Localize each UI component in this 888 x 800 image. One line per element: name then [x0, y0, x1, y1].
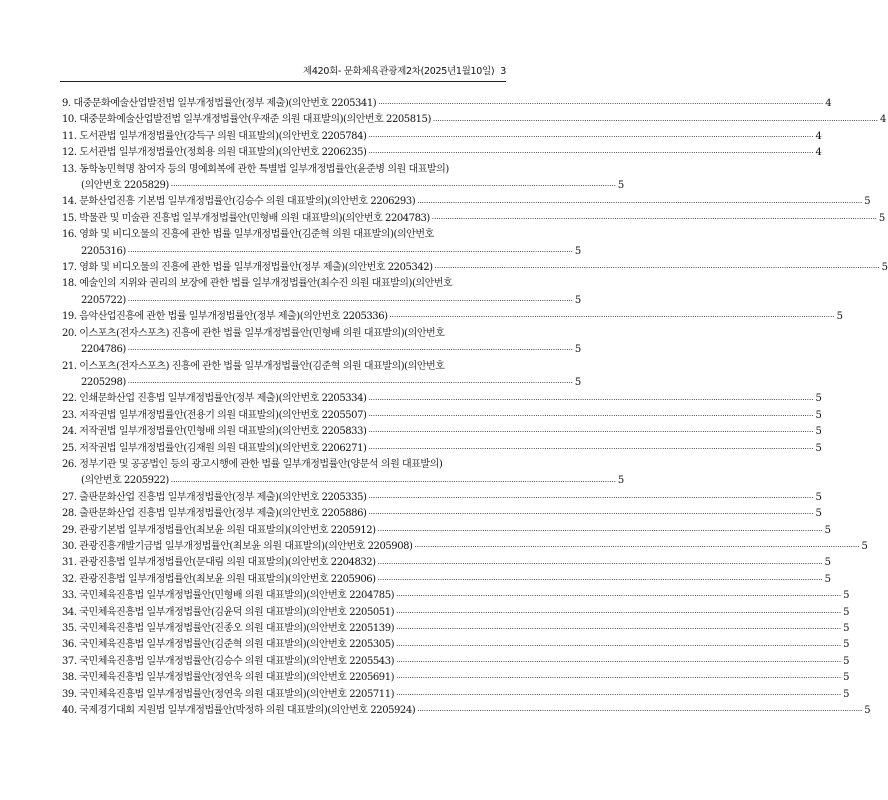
toc-entry [62, 441, 822, 457]
toc-entry-page: 5 [815, 508, 822, 520]
toc-entry-line [62, 588, 850, 604]
toc-entry [62, 194, 871, 210]
toc-entry-line [62, 276, 506, 292]
toc-entry-continuation [62, 375, 581, 391]
toc-entry-continuation [62, 244, 581, 260]
toc-entry-text: 39. 국민체육진흥법 일부개정법률안(정연욱 의원 대표발의)(의안번호 2205711) [62, 688, 395, 700]
toc-entry-line [62, 145, 822, 161]
dot-leader: ········································································································································································································ [396, 608, 842, 617]
toc-entry-page: 5 [881, 262, 888, 274]
toc-entry-text: 33. 국민체육진흥법 일부개정법률안(민형배 의원 대표발의)(의안번호 2204785) [62, 590, 395, 602]
toc-entry-page: 5 [574, 294, 581, 306]
toc-entry [62, 211, 885, 227]
toc-entry-text: 27. 출판문화산업 진흥법 일부개정법률안(정부 제출)(의안번호 2205335) [62, 491, 367, 503]
toc-entry [62, 359, 581, 392]
toc-entry [62, 687, 850, 703]
toc-entry-line [62, 260, 888, 276]
dot-leader: ········································································································································································································ [417, 707, 863, 716]
toc-entry-page: 5 [843, 606, 850, 618]
toc-entry-page: 5 [574, 376, 581, 388]
toc-entry [62, 539, 868, 555]
dot-leader: ········································································································································································································ [431, 215, 877, 224]
toc-entry-line [62, 408, 822, 424]
toc-entry-line [62, 490, 822, 506]
toc-entry [62, 112, 886, 128]
toc-entry-page: 4 [879, 114, 886, 126]
dot-leader: ········································································································································································································ [368, 428, 814, 437]
toc-entry-text: 29. 관광기본법 일부개정법률안(최보윤 의원 대표발의)(의안번호 2205912) [62, 524, 376, 536]
toc-entry-text: 37. 국민체육진흥법 일부개정법률안(김승수 의원 대표발의)(의안번호 2205543) [62, 655, 395, 667]
dot-leader: ········································································································································································································ [368, 510, 814, 519]
toc-entry-line [62, 555, 831, 571]
toc-entry-text: (의안번호 2205922) [81, 475, 169, 487]
dot-leader: ········································································································································································································ [396, 641, 842, 650]
dot-leader: ········································································································································································································ [396, 690, 842, 699]
toc-entry-line [62, 605, 850, 621]
toc-entry-text: 10. 대중문화예술산업발전법 일부개정법률안(우재준 의원 대표발의)(의안번호 2205815) [62, 114, 431, 126]
toc-entry-line [62, 572, 831, 588]
toc-entry-line [62, 654, 850, 670]
toc-entry-page: 5 [843, 639, 850, 651]
toc-entry [62, 96, 832, 112]
table-of-contents [62, 96, 888, 719]
dot-leader: ········································································································································································································ [434, 264, 880, 273]
toc-entry-line [62, 194, 871, 210]
toc-entry [62, 670, 850, 686]
toc-entry [62, 276, 581, 309]
toc-entry [62, 703, 871, 719]
toc-entry-line [62, 687, 850, 703]
dot-leader: ········································································································································································································ [396, 658, 842, 667]
toc-entry-page: 5 [815, 442, 822, 454]
toc-entry-page: 5 [843, 590, 850, 602]
toc-entry [62, 424, 822, 440]
toc-entry-line [62, 391, 822, 407]
toc-entry-line [62, 326, 506, 342]
toc-entry [62, 129, 822, 145]
dot-leader: ········································································································································································································ [368, 444, 814, 453]
dot-leader: ········································································································································································································ [377, 559, 823, 568]
toc-entry-page: 5 [815, 426, 822, 438]
toc-entry-line [62, 227, 506, 243]
dot-leader: ········································································································································································································ [170, 182, 616, 191]
toc-entry [62, 391, 822, 407]
toc-entry [62, 227, 581, 260]
dot-leader: ········································································································································································································ [368, 149, 814, 158]
toc-entry-page: 4 [815, 147, 822, 159]
dot-leader: ········································································································································································································ [127, 297, 573, 306]
toc-entry-line [62, 162, 506, 178]
dot-leader: ········································································································································································································ [127, 379, 573, 388]
toc-entry-text: 2204786) [81, 344, 126, 356]
toc-entry-page: 5 [617, 475, 624, 487]
toc-entry-line [62, 424, 822, 440]
toc-entry [62, 506, 822, 522]
toc-entry-page: 5 [843, 688, 850, 700]
toc-entry-text: 22. 인쇄문화산업 진흥법 일부개정법률안(정부 제출)(의안번호 2205334) [62, 393, 367, 405]
toc-entry-continuation [62, 473, 624, 489]
page-number: 3 [500, 66, 506, 77]
toc-entry-text: 20. 이스포츠(전자스포츠) 진흥에 관한 법률 일부개정법률안(민형배 의원 대표발의)(의안번호 [62, 327, 445, 339]
dot-leader: ········································································································································································································ [368, 133, 814, 142]
toc-entry-page: 4 [815, 130, 822, 142]
toc-entry-text: 24. 저작권법 일부개정법률안(민형배 의원 대표발의)(의안번호 2205833) [62, 426, 367, 438]
dot-leader: ········································································································································································································ [396, 674, 842, 683]
toc-entry [62, 490, 822, 506]
toc-entry-line [62, 670, 850, 686]
toc-entry-page: 5 [815, 409, 822, 421]
toc-entry-page: 5 [864, 705, 871, 717]
toc-entry-text: 11. 도서관법 일부개정법률안(강득구 의원 대표발의)(의안번호 2205784) [62, 130, 367, 142]
toc-entry [62, 637, 850, 653]
toc-entry-text: 15. 박물관 및 미술관 진흥법 일부개정법률안(민형배 의원 대표발의)(의안번호 2204783) [62, 212, 430, 224]
toc-entry-text: 2205316) [81, 245, 126, 257]
header-rule [60, 81, 506, 82]
dot-leader: ········································································································································································································ [368, 411, 814, 420]
dot-leader: ········································································································································································································ [389, 313, 835, 322]
toc-entry-page: 5 [861, 540, 868, 552]
toc-entry-page: 5 [864, 196, 871, 208]
toc-entry-text: 25. 저작권법 일부개정법률안(김재원 의원 대표발의)(의안번호 2206271) [62, 442, 367, 454]
toc-entry-line [62, 506, 822, 522]
toc-entry-page: 5 [574, 344, 581, 356]
toc-entry-text: 2205298) [81, 376, 126, 388]
toc-entry-text: 35. 국민체육진흥법 일부개정법률안(진종오 의원 대표발의)(의안번호 2205139) [62, 623, 395, 634]
toc-entry-page: 5 [843, 623, 850, 634]
toc-entry-line [62, 703, 871, 719]
toc-entry [62, 572, 831, 588]
toc-entry-text: 14. 문화산업진흥 기본법 일부개정법률안(김승수 의원 대표발의)(의안번호 2206293) [62, 196, 416, 208]
toc-entry-page: 5 [815, 393, 822, 405]
toc-entry-text: 17. 영화 및 비디오물의 진흥에 관한 법률 일부개정법률안(정부 제출)(의안번호 2205342) [62, 262, 433, 274]
toc-entry [62, 162, 624, 195]
toc-entry-text: (의안번호 2205829) [81, 180, 169, 192]
toc-entry-line [62, 539, 868, 555]
dot-leader: ········································································································································································································ [170, 477, 616, 486]
toc-entry-page: 5 [824, 557, 831, 569]
toc-entry-text: 32. 관광진흥법 일부개정법률안(최보윤 의원 대표발의)(의안번호 2205906) [62, 573, 376, 585]
toc-entry-line [62, 637, 850, 653]
toc-entry-page: 5 [824, 524, 831, 536]
toc-entry-text: 9. 대중문화예술산업발전법 일부개정법률안(정부 제출)(의안번호 2205341) [62, 98, 377, 109]
toc-entry-line [62, 96, 832, 112]
toc-entry [62, 523, 831, 539]
dot-leader: ········································································································································································································ [396, 625, 842, 634]
toc-entry-text: 16. 영화 및 비디오물의 진흥에 관한 법률 일부개정법률안(김준혁 의원 대표발의)(의안번호 [62, 229, 434, 241]
toc-entry-line [62, 523, 831, 539]
toc-entry-text: 26. 정부기관 및 공공법인 등의 광고시행에 관한 법률 일부개정법률안(양문석 의원 대표발의) [62, 458, 443, 470]
toc-entry [62, 605, 850, 621]
toc-entry [62, 326, 581, 359]
toc-entry-page: 5 [836, 311, 843, 323]
toc-entry-line [62, 112, 886, 128]
toc-entry [62, 621, 850, 637]
header-title: 제420회- 문화체육관광제2차(2025년1월10일) [303, 66, 495, 77]
toc-entry [62, 408, 822, 424]
toc-entry-text: 21. 이스포츠(전자스포츠) 진흥에 관한 법률 일부개정법률안(김준혁 의원 대표발의)(의안번호 [62, 360, 445, 372]
toc-entry-page: 5 [843, 655, 850, 667]
dot-leader: ········································································································································································································ [396, 592, 842, 601]
dot-leader: ········································································································································································································ [414, 543, 860, 552]
toc-entry [62, 555, 831, 571]
toc-entry-line [62, 441, 822, 457]
dot-leader: ········································································································································································································ [127, 247, 573, 256]
toc-entry-page: 5 [878, 212, 885, 224]
dot-leader: ········································································································································································································ [377, 526, 823, 535]
dot-leader: ········································································································································································································ [368, 395, 814, 404]
toc-entry [62, 654, 850, 670]
toc-entry-line [62, 457, 506, 473]
toc-entry-page: 5 [843, 672, 850, 684]
toc-entry-text: 30. 관광진흥개발기금법 일부개정법률안(최보윤 의원 대표발의)(의안번호 2205908) [62, 540, 413, 552]
toc-entry-text: 12. 도서관법 일부개정법률안(정희용 의원 대표발의)(의안번호 2206235) [62, 147, 367, 159]
dot-leader: ········································································································································································································ [378, 100, 824, 109]
toc-entry-text: 19. 음악산업진흥에 관한 법률 일부개정법률안(정부 제출)(의안번호 2205336) [62, 311, 388, 323]
toc-entry [62, 588, 850, 604]
toc-entry [62, 145, 822, 161]
toc-entry-line [62, 129, 822, 145]
toc-entry [62, 260, 888, 276]
toc-entry-text: 23. 저작권법 일부개정법률안(전용기 의원 대표발의)(의안번호 2205507) [62, 409, 367, 421]
toc-entry-page: 5 [815, 491, 822, 503]
toc-entry-text: 28. 출판문화산업 진흥법 일부개정법률안(정부 제출)(의안번호 2205886) [62, 508, 367, 520]
toc-entry-page: 5 [574, 245, 581, 257]
dot-leader: ········································································································································································································ [368, 493, 814, 502]
dot-leader: ········································································································································································································ [377, 575, 823, 584]
toc-entry-page: 5 [617, 180, 624, 192]
toc-entry-line [62, 309, 843, 325]
toc-entry [62, 309, 843, 325]
toc-entry-continuation [62, 178, 624, 194]
toc-entry-text: 38. 국민체육진흥법 일부개정법률안(정연욱 의원 대표발의)(의안번호 2205691) [62, 672, 395, 684]
toc-entry-continuation [62, 342, 581, 358]
dot-leader: ········································································································································································································ [417, 198, 863, 207]
toc-entry-line [62, 621, 850, 637]
dot-leader: ········································································································································································································ [432, 116, 878, 125]
toc-entry-continuation [62, 293, 581, 309]
toc-entry [62, 457, 624, 490]
toc-entry-text: 18. 예술인의 지위와 권리의 보장에 관한 법률 일부개정법률안(최수진 의원 대표발의)(의안번호 [62, 278, 453, 290]
toc-entry-page: 4 [825, 98, 832, 109]
toc-entry-line [62, 211, 885, 227]
toc-entry-text: 34. 국민체육진흥법 일부개정법률안(김윤덕 의원 대표발의)(의안번호 2205051) [62, 606, 395, 618]
page-header [60, 63, 506, 77]
toc-entry-text: 31. 관광진흥법 일부개정법률안(문대림 의원 대표발의)(의안번호 2204832) [62, 557, 376, 569]
toc-entry-page: 5 [824, 573, 831, 585]
toc-entry-text: 40. 국제경기대회 지원법 일부개정법률안(박정하 의원 대표발의)(의안번호 2205924) [62, 705, 416, 717]
dot-leader: ········································································································································································································ [127, 346, 573, 355]
toc-entry-line [62, 359, 506, 375]
toc-entry-text: 36. 국민체육진흥법 일부개정법률안(김준혁 의원 대표발의)(의안번호 2205305) [62, 639, 395, 651]
toc-entry-text: 13. 동학농민혁명 참여자 등의 명예회복에 관한 특별법 일부개정법률안(윤준병 의원 대표발의) [62, 163, 449, 175]
toc-entry-text: 2205722) [81, 294, 126, 306]
